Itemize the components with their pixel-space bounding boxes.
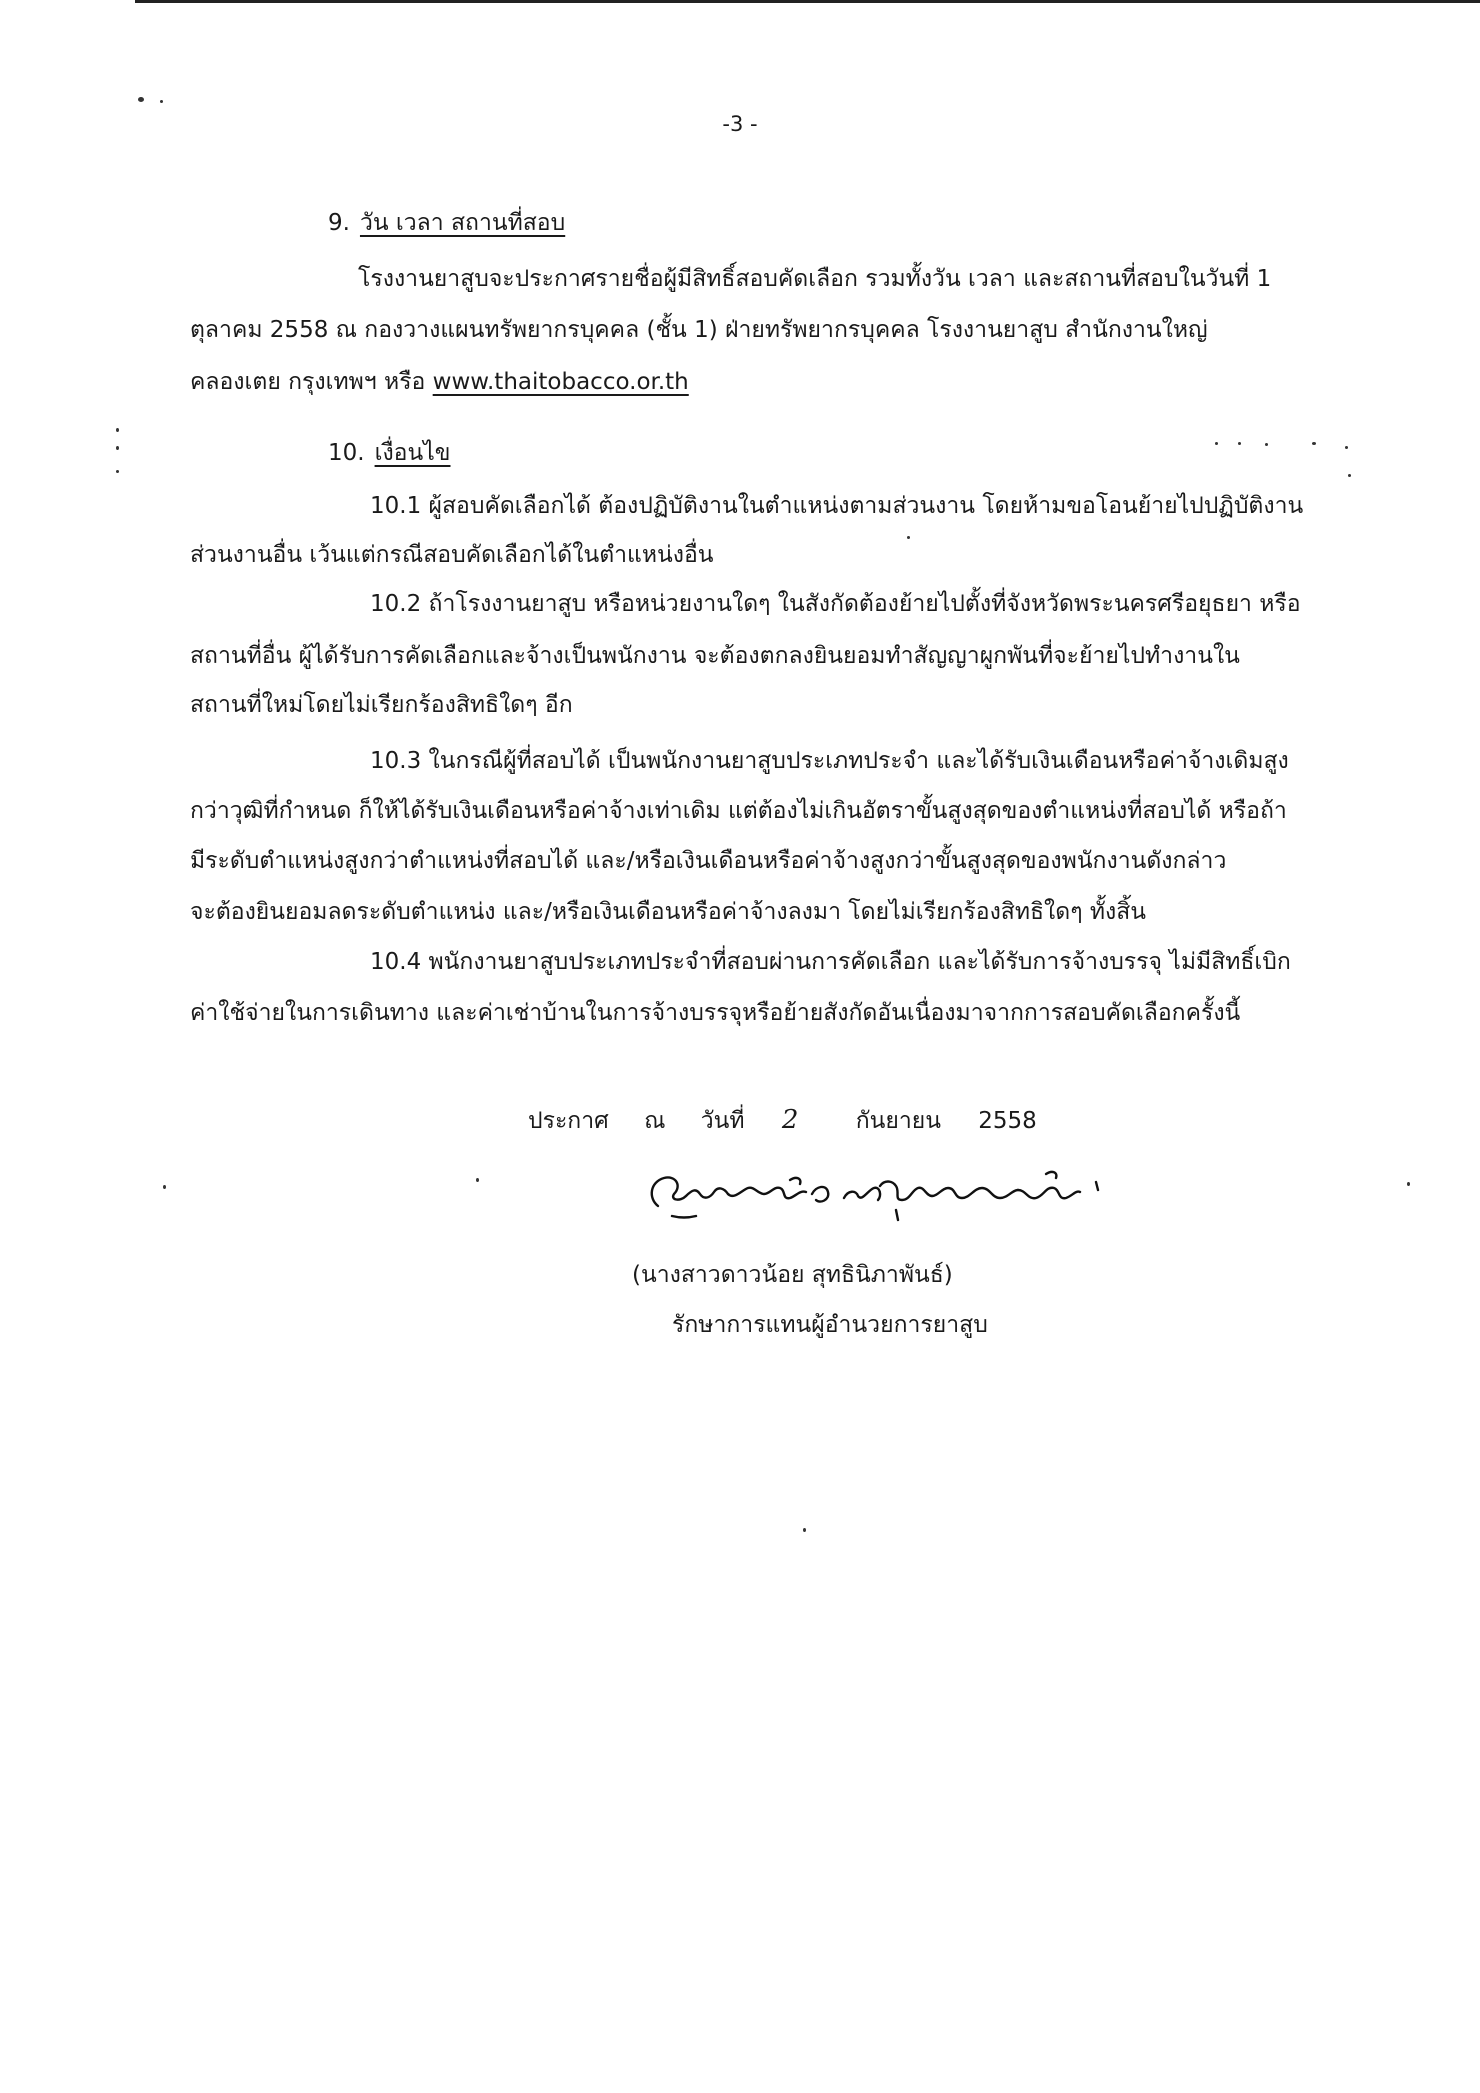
section-9-line-3 [190, 362, 689, 402]
scan-speck [138, 97, 144, 102]
section-9-line-3-text: คลองเตย กรุงเทพฯ หรือ [190, 369, 433, 395]
section-9-line-1: โรงงานยาสูบจะประกาศรายชื่อผู้มีสิทธิ์สอบคัดเลือก รวมทั้งวัน เวลา และสถานที่สอบในวันที่ 1 [358, 266, 1272, 292]
item-10-4-line-1: 10.4 พนักงานยาสูบประเภทประจำที่สอบผ่านการคัดเลือก และได้รับการจ้างบรรจุ ไม่มีสิทธิ์เบิก [370, 949, 1291, 975]
scan-speck [160, 100, 163, 103]
scan-speck [1265, 443, 1268, 446]
handwritten-signature [640, 1160, 1120, 1240]
section-9-heading [328, 203, 565, 243]
item-10-1-line-1: 10.1 ผู้สอบคัดเลือกได้ ต้องปฏิบัติงานในตำแหน่งตามส่วนงาน โดยห้ามขอโอนย้ายไปปฏิบัติงาน [370, 493, 1304, 519]
signatory-position: รักษาการแทนผู้อำนวยการยาสูบ [672, 1312, 988, 1338]
item-10-3-line-4: จะต้องยินยอมลดระดับตำแหน่ง และ/หรือเงินเดือนหรือค่าจ้างลงมา โดยไม่เรียกร้องสิทธิใดๆ ทั้งสิ้น [190, 899, 1147, 925]
scan-speck [1312, 442, 1316, 445]
scan-speck [116, 446, 119, 450]
item-10-2-line-3: สถานที่ใหม่โดยไม่เรียกร้องสิทธิใดๆ อีก [190, 692, 573, 718]
scan-speck [1407, 1182, 1410, 1186]
section-9-number: 9. [328, 210, 350, 236]
section-10-heading [328, 433, 451, 473]
scan-speck [116, 428, 119, 432]
section-9-title: วัน เวลา สถานที่สอบ [359, 210, 566, 236]
item-10-2-line-1: 10.2 ถ้าโรงงานยาสูบ หรือหน่วยงานใดๆ ในสังกัดต้องย้ายไปตั้งที่จังหวัดพระนครศรีอยุธยา หรือ [370, 591, 1301, 617]
announcement-day-label: วันที่ [700, 1108, 745, 1134]
item-10-4-line-2: ค่าใช้จ่ายในการเดินทาง และค่าเช่าบ้านในการจ้างบรรจุหรือย้ายสังกัดอันเนื่องมาจากการสอบคัดเลือกครั้งนี้ [190, 1000, 1241, 1026]
scan-speck [907, 536, 910, 539]
item-10-3-line-3: มีระดับตำแหน่งสูงกว่าตำแหน่งที่สอบได้ และ/หรือเงินเดือนหรือค่าจ้างสูงกว่าขั้นสูงสุดของพนักงานดังกล่าว [190, 848, 1227, 874]
scan-speck [1348, 474, 1351, 477]
section-9-line-2: ตุลาคม 2558 ณ กองวางแผนทรัพยากรบุคคล (ชั้น 1) ฝ่ายทรัพยากรบุคคล โรงงานยาสูบ สำนักงานใหญ่ [190, 317, 1208, 343]
item-10-1-line-2: ส่วนงานอื่น เว้นแต่กรณีสอบคัดเลือกได้ในตำแหน่งอื่น [190, 542, 714, 568]
item-10-3-line-2: กว่าวุฒิที่กำหนด ก็ให้ได้รับเงินเดือนหรือค่าจ้างเท่าเดิม แต่ต้องไม่เกินอัตราขั้นสูงสุดของตำแหน่งที่สอบได้ หรือถ้า [190, 798, 1287, 824]
announcement-at: ณ [644, 1108, 666, 1134]
item-10-2-line-2: สถานที่อื่น ผู้ได้รับการคัดเลือกและจ้างเป็นพนักงาน จะต้องตกลงยินยอมทำสัญญาผูกพันที่จะย้ายไปทำงานใน [190, 643, 1240, 669]
scan-speck [803, 1528, 806, 1532]
scan-speck [476, 1178, 479, 1182]
announcement-month: กันยายน [855, 1108, 941, 1134]
top-edge-rule [135, 0, 1480, 3]
section-10-title: เงื่อนไข [374, 440, 451, 466]
page-number: -3 - [722, 112, 758, 136]
section-10-number: 10. [328, 440, 365, 466]
scan-speck [1238, 442, 1241, 445]
website-link[interactable]: www.thaitobacco.or.th [432, 369, 689, 395]
signatory-name: (นางสาวดาวน้อย สุทธินิภาพันธ์) [632, 1262, 953, 1288]
announcement-year: 2558 [978, 1108, 1037, 1134]
scan-speck [163, 1185, 166, 1189]
announcement-day: 2 [781, 1105, 799, 1135]
scan-speck [1215, 442, 1218, 445]
scan-speck [1345, 446, 1348, 449]
scan-speck [116, 470, 119, 473]
item-10-3-line-1: 10.3 ในกรณีผู้ที่สอบได้ เป็นพนักงานยาสูบประเภทประจำ และได้รับเงินเดือนหรือค่าจ้างเดิมสูง [370, 748, 1289, 774]
announcement-date [528, 1100, 1037, 1141]
announcement-label: ประกาศ [528, 1108, 609, 1134]
